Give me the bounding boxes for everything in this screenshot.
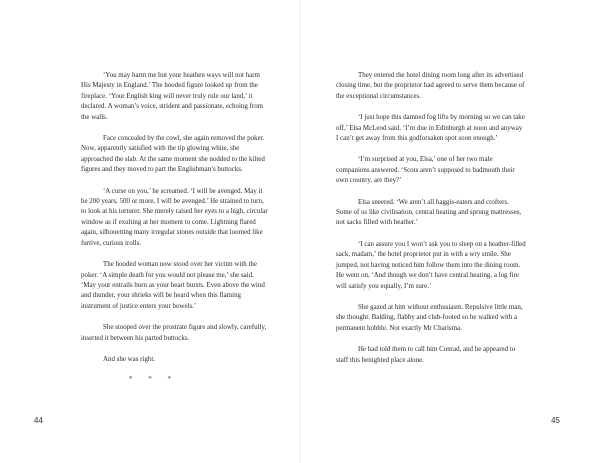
section-break: * * *: [129, 375, 171, 384]
right-page: [300, 0, 600, 463]
paragraph: She stooped over the prostrate figure and slowly, carefully, inserted it between his parted buttocks.: [81, 323, 267, 342]
paragraph: The hooded woman now stood over her victim with the poker. ‘A simple death for you would not please me,’ she said. ‘May your entrails burn as your heart bursts. Even above the wind and thunder, your shrieks will be heard when this flaming instrument of justice enters your bowels.’: [81, 260, 265, 310]
paragraph: ‘I’m surprised at you, Elsa,’ one of her two male companions answered. ‘Scots aren’t supposed to badmouth their own country, are they?’: [336, 155, 515, 185]
paragraph: ‘You may harm me but your heathen ways will not harm His Majesty in England.’ The hooded figure looked up from the fireplace. ‘Your English king will never truly rule our land,’ it declared. A woman’s voice, strident and passionate, echoing from the walls.: [81, 71, 264, 121]
paragraph: She gazed at him without enthusiasm. Repulsive little man, she thought. Balding, flabby and club-footed so he walked with a permanent hobble. Not exactly Mr Charisma.: [336, 302, 523, 332]
paragraph: ‘A curse on you,’ he screamed. ‘I will be avenged. May it be 200 years, 500 or more, I will be avenged.’ He strained to turn, to look at his torturer. She merely raised her eyes to a high, circular window as if exulting at her moment to come. Lightning flared again, silhouetting many irregular stones outside that loomed like furtive, curious trolls.: [81, 186, 268, 247]
paragraph: And she was right.: [103, 354, 156, 363]
paragraph: ‘I just hope this damned fog lifts by morning so we can take off,’ Elsa McLeod said. ‘I’m due in Edinburgh at noon and anyway I can’t get away from this godforsaken spot soon enough.’: [336, 113, 525, 143]
paragraph: ‘I can assure you I won’t ask you to sleep on a heather-filled sack, madam,’ the hotel proprietor put in with a wry smile. She jumped, not having noticed him follow them into the dining room. He went on, ‘And though we don’t have central heating, a log fire will satisfy you equally, I’m sure.’: [336, 239, 526, 290]
paragraph: He had told them to call him Conrad, and he appeared to staff this benighted place alone.: [336, 345, 516, 364]
paragraph: Elsa sneered. ‘We aren’t all haggis-eaters and crofters. Some of us like civilisation, central heating and sprung mattresses, not sacks filled with heather.’: [336, 197, 522, 227]
paragraph: They entered the hotel dining room long after its advertised closing time, but the proprietor had agreed to serve them because of the exceptional circumstances.: [336, 71, 525, 100]
right-page-text: [336, 70, 526, 376]
page-number: 44: [34, 416, 43, 425]
left-page-text: [81, 70, 269, 383]
page-number: 45: [551, 416, 560, 425]
paragraph: Face concealed by the cowl, she again removed the poker. Now, apparently satisfied with the tip glowing white, she approached the slab. At the same moment she nodded to the kilted figures and they moved to part the Englishman’s buttocks.: [81, 134, 265, 174]
